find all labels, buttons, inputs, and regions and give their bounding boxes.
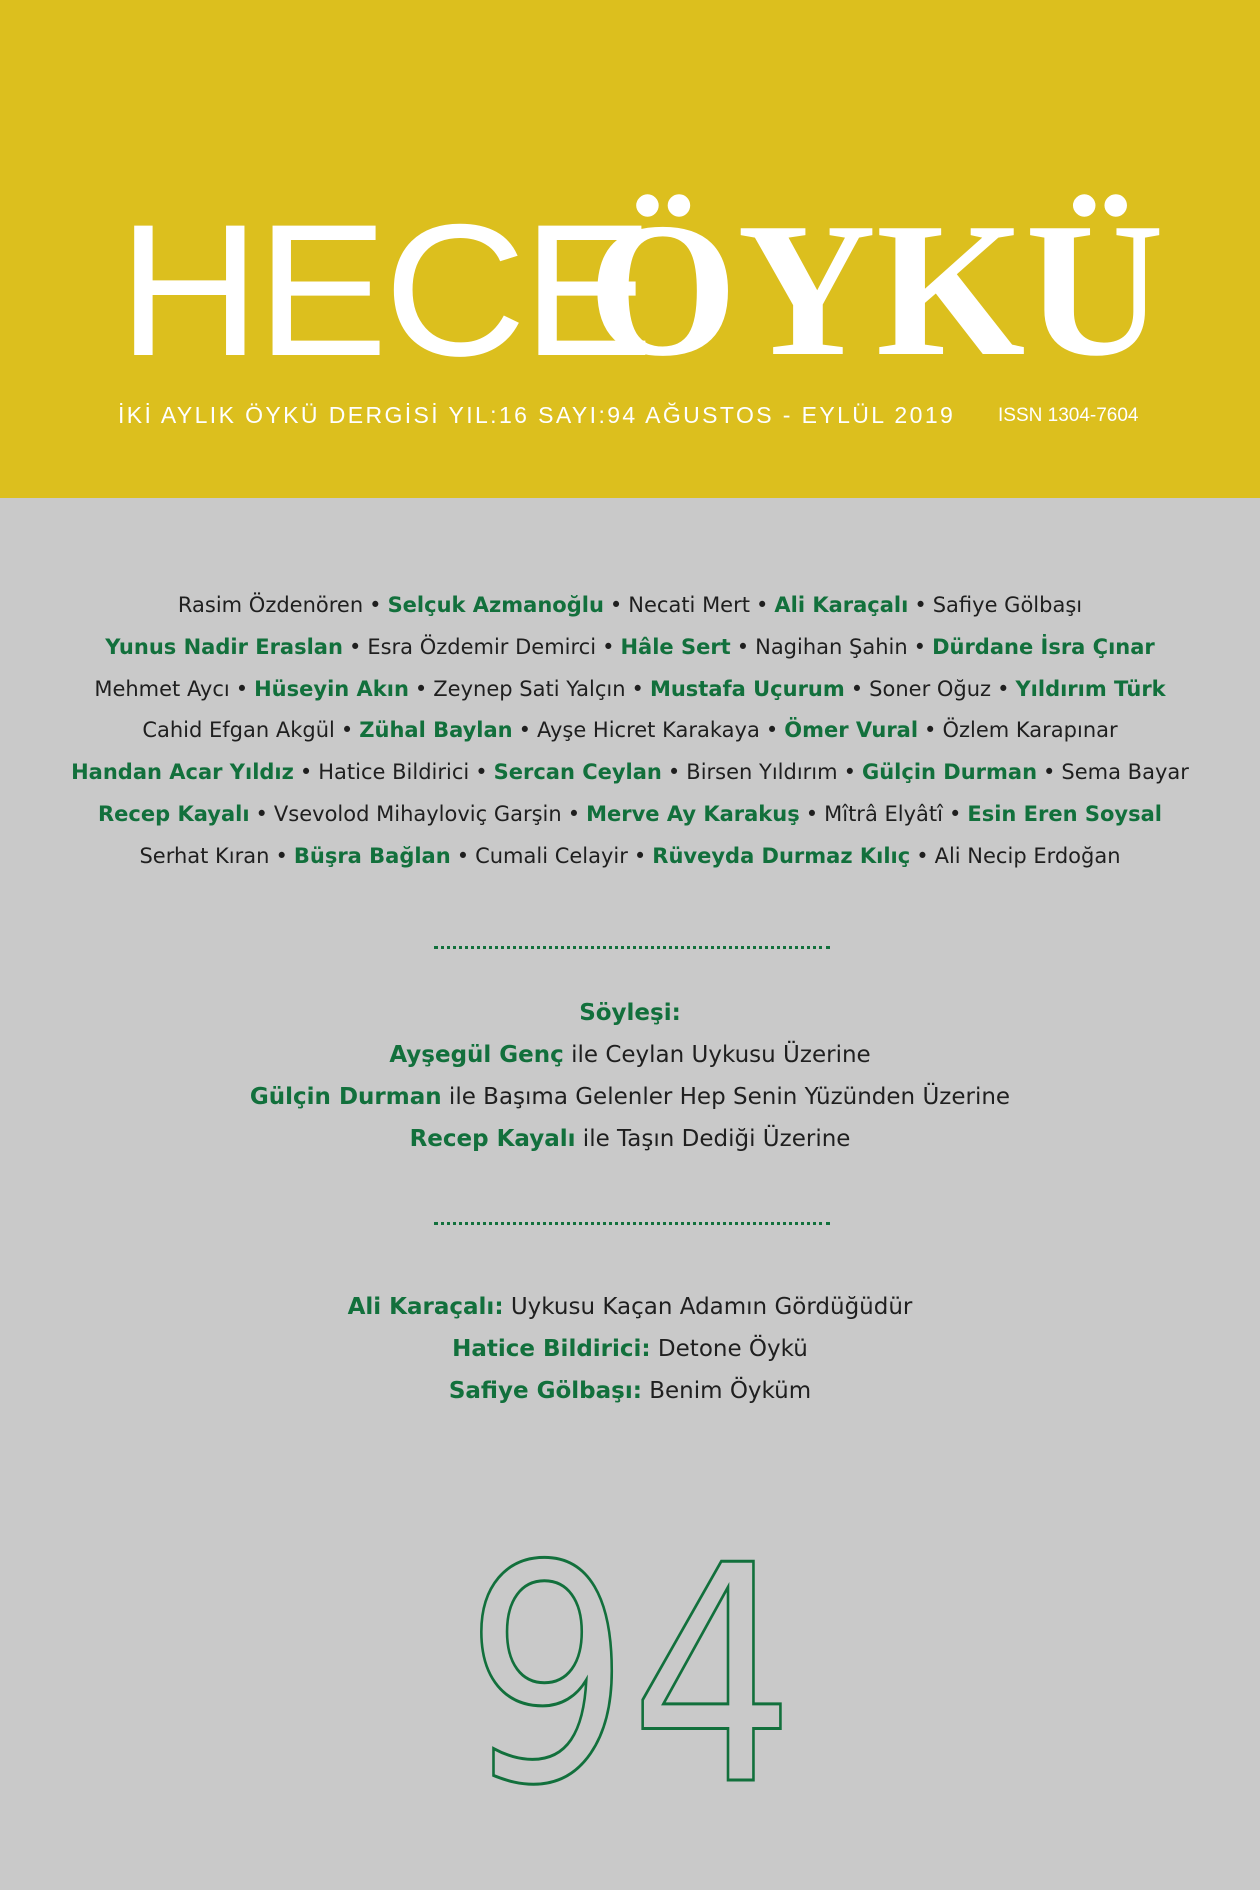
bullet-separator: • [631,676,644,701]
masthead-subtitle: İKİ AYLIK ÖYKÜ DERGİSİ YIL:16 SAYI:94 AĞUSTOS - EYLÜL 2019 [118,402,956,428]
essay-title: Benim Öyküm [641,1378,812,1404]
dotted-divider [434,946,830,949]
bullet-separator: • [755,593,769,617]
bullet-separator: • [348,634,362,659]
author-name: Zühal Baylan [359,718,513,743]
author-name: Sercan Ceylan [493,760,662,785]
author-name: Yıldırım Türk [1015,676,1166,701]
author-name: Ali Karaçalı [774,593,909,617]
interview-title: ile Başıma Gelenler Hep Senin Yüzünden Üzerine [441,1084,1011,1110]
bullet-separator: • [850,676,864,701]
author-line [0,585,1260,627]
essay-item [0,1328,1260,1370]
bullet-separator: • [736,634,750,659]
interview-title: ile Taşın Dediği Üzerine [575,1126,851,1152]
bullet-separator: • [299,760,313,785]
interview-name: Recep Kayalı [409,1126,576,1152]
author-line [0,627,1260,669]
essays-section [0,1286,1260,1412]
author-name: Mehmet Aycı [94,676,230,701]
bullet-separator: • [913,634,927,659]
author-name: Büşra Bağlan [293,843,451,868]
author-name: Gülçin Durman [861,760,1038,785]
author-name: Mustafa Uçurum [649,676,845,701]
author-name: Ali Necip Erdoğan [934,843,1121,868]
author-name: Yunus Nadir Eraslan [105,634,343,659]
bullet-separator: • [567,801,581,826]
author-list [0,585,1260,878]
dotted-divider [434,1222,830,1225]
author-name: Özlem Karapınar [942,718,1118,743]
author-name: Cumali Celayir [475,843,628,868]
bullet-separator: • [340,718,354,743]
bullet-separator: • [602,634,615,659]
issue-number [420,1530,840,1810]
bullet-separator: • [235,676,249,701]
author-line [0,794,1260,836]
author-name: Ömer Vural [784,718,919,743]
interview-item [0,1076,1260,1118]
bullet-separator: • [765,718,779,743]
author-name: Handan Acar Yıldız [71,760,294,785]
issue-number-text: 94 [465,1530,795,1810]
bullet-separator: • [916,843,929,868]
author-name: Hâle Sert [620,634,731,659]
author-name: Merve Ay Karakuş [586,801,800,826]
essay-title: Detone Öykü [650,1336,808,1362]
essay-author: Ali Karaçalı: [347,1294,504,1320]
author-name: Mîtrâ Elyâtî [824,801,943,826]
header-band [0,0,1260,498]
author-name: Esra Özdemir Demirci [367,634,597,659]
author-name: Safiye Gölbaşı [932,593,1083,617]
author-name: Necati Mert [628,593,750,617]
bullet-separator: • [633,843,647,868]
bullet-separator: • [948,801,962,826]
masthead-title-light: HECE [118,185,650,395]
author-line [0,669,1260,711]
author-name: Hatice Bildirici [318,760,470,785]
author-name: Sema Bayar [1061,760,1189,785]
bullet-separator: • [609,593,623,617]
interviews-section [0,992,1260,1160]
author-name: Vsevolod Mihayloviç Garşin [273,801,562,826]
bullet-separator: • [255,801,268,826]
interviews-heading: Söyleşi: [579,1000,681,1026]
essay-author: Hatice Bildirici: [452,1336,651,1362]
author-name: Birsen Yıldırım [686,760,838,785]
bullet-separator: • [518,718,532,743]
bullet-separator: • [456,843,470,868]
author-name: Hüseyin Akın [254,676,409,701]
interview-name: Ayşegül Genç [389,1042,564,1068]
bullet-separator: • [275,843,288,868]
author-line [0,752,1260,794]
interview-item [0,1118,1260,1160]
author-name: Ayşe Hicret Karakaya [537,718,760,743]
bullet-separator: • [369,593,382,617]
author-line [0,836,1260,878]
author-name: Dürdane İsra Çınar [932,634,1155,659]
author-name: Serhat Kıran [139,843,270,868]
author-name: Cahid Efgan Akgül [142,718,335,743]
essay-item [0,1286,1260,1328]
author-name: Recep Kayalı [98,801,250,826]
bullet-separator: • [414,676,428,701]
essay-item [0,1370,1260,1412]
bullet-separator: • [805,801,819,826]
author-name: Esin Eren Soysal [967,801,1162,826]
author-name: Zeynep Sati Yalçın [433,676,626,701]
issn-label: ISSN 1304-7604 [998,405,1139,426]
author-name: Rüveyda Durmaz Kılıç [652,843,911,868]
bullet-separator: • [475,760,488,785]
author-name: Rasim Özdenören [177,593,364,617]
bullet-separator: • [667,760,681,785]
interview-title: ile Ceylan Uykusu Üzerine [563,1042,871,1068]
author-name: Nagihan Şahin [755,634,908,659]
masthead-title-bold: ÖYKÜ [588,183,1164,396]
essay-author: Safiye Gölbaşı: [448,1378,642,1404]
essay-title: Uykusu Kaçan Adamın Gördüğüdür [503,1294,913,1320]
bullet-separator: • [924,718,937,743]
bullet-separator: • [1043,760,1056,785]
masthead-logo [118,183,1164,396]
bullet-separator: • [914,593,927,617]
author-name: Soner Oğuz [869,676,992,701]
author-name: Selçuk Azmanoğlu [387,593,604,617]
bullet-separator: • [843,760,856,785]
author-line [0,710,1260,752]
interview-name: Gülçin Durman [249,1084,442,1110]
bullet-separator: • [997,676,1010,701]
interview-item [0,1034,1260,1076]
